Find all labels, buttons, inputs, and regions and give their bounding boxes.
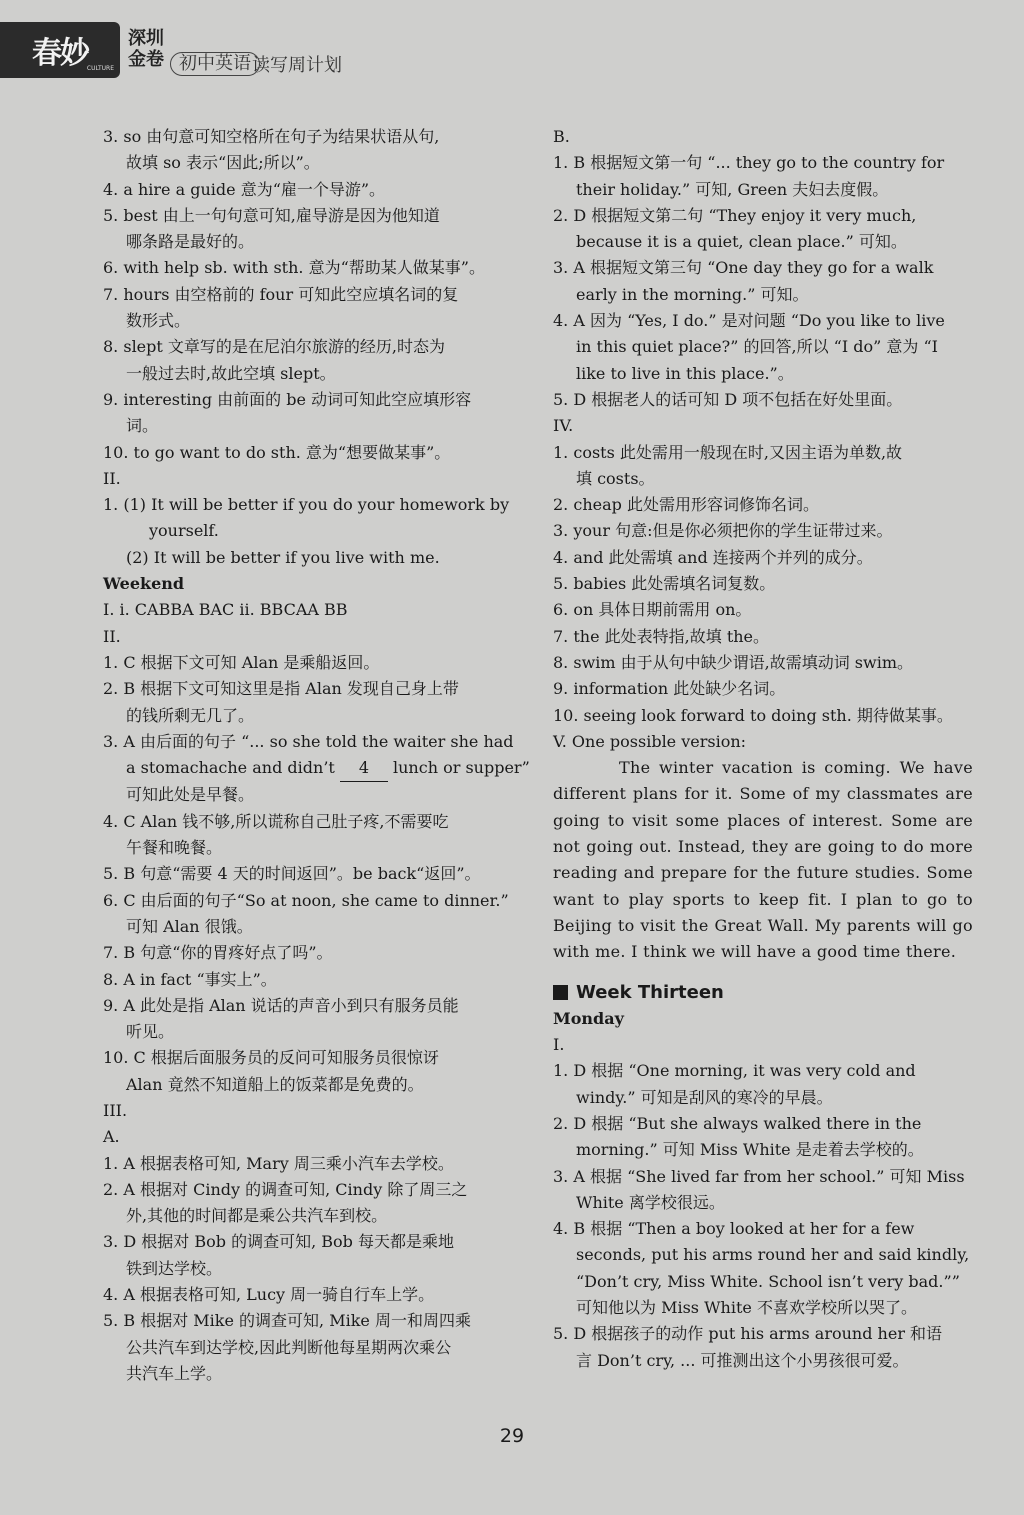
answer-line bbox=[553, 387, 973, 413]
answer-text: 5. B 根据对 Mike 的调查可知, Mike 周一和周四乘 bbox=[103, 1311, 471, 1331]
answer-line bbox=[553, 1321, 973, 1347]
answer-line bbox=[553, 676, 973, 702]
answer-text: I. bbox=[553, 1035, 565, 1055]
right-column-answers bbox=[553, 124, 973, 755]
answer-line bbox=[553, 518, 973, 544]
answer-line bbox=[103, 755, 530, 782]
answer-line bbox=[553, 1006, 973, 1032]
answer-text: 3. A 根据短文第三句 “One day they go for a walk bbox=[553, 258, 934, 278]
answer-line bbox=[103, 624, 523, 650]
answer-line bbox=[553, 1216, 973, 1242]
answer-text: II. bbox=[103, 626, 121, 646]
answer-text: a stomachache and didn’t bbox=[126, 758, 335, 778]
answer-line bbox=[103, 255, 523, 281]
answer-text: 6. with help sb. with sth. 意为“帮助某人做某事”。 bbox=[103, 258, 485, 278]
answer-line bbox=[553, 440, 973, 466]
answer-text: 1. (1) It will be better if you do your homework by bbox=[103, 495, 510, 515]
answer-line bbox=[553, 1085, 973, 1111]
answer-text: 可知 Alan 很饿。 bbox=[126, 916, 253, 936]
answer-text: windy.” 可知是刮风的寒冷的早晨。 bbox=[576, 1087, 833, 1107]
answer-line bbox=[103, 440, 523, 466]
answer-line bbox=[103, 676, 523, 702]
answer-line bbox=[553, 1295, 973, 1321]
answer-text: 外,其他的时间都是乘公共汽车到校。 bbox=[126, 1206, 388, 1226]
answer-text: 4. A 因为 “Yes, I do.” 是对问题 “Do you like to live bbox=[553, 311, 945, 331]
answer-text: 8. swim 由于从句中缺少谓语,故需填动词 swim。 bbox=[553, 652, 914, 672]
answer-text: like to live in this place.”。 bbox=[576, 363, 794, 383]
answer-line bbox=[103, 1151, 523, 1177]
answer-text: 4. A 根据表格可知, Lucy 周一骑自行车上学。 bbox=[103, 1285, 435, 1305]
answer-line bbox=[103, 308, 523, 334]
answer-text: Monday bbox=[553, 1008, 624, 1028]
page-number: 29 bbox=[499, 1425, 525, 1447]
answer-line bbox=[103, 1361, 523, 1387]
answer-text: V. One possible version: bbox=[553, 731, 747, 751]
answer-text: 9. information 此处缺少名词。 bbox=[553, 679, 786, 699]
answer-line bbox=[553, 597, 973, 623]
answer-text: 故填 so 表示“因此;所以”。 bbox=[126, 153, 320, 173]
answer-line bbox=[103, 729, 523, 755]
answer-text: their holiday.” 可知, Green 夫妇去度假。 bbox=[576, 179, 889, 199]
answer-text: 6. C 由后面的句子“So at noon, she came to dinner.” bbox=[103, 890, 509, 910]
answer-text: 2. B 根据下文可知这里是指 Alan 发现自己身上带 bbox=[103, 679, 459, 699]
answer-text: White 离学校很远。 bbox=[576, 1192, 725, 1212]
answer-line bbox=[553, 1111, 973, 1137]
answer-text: 听见。 bbox=[126, 1022, 175, 1042]
answer-line bbox=[103, 177, 523, 203]
answer-line bbox=[103, 571, 523, 597]
answer-text: 2. cheap 此处需用形容词修饰名词。 bbox=[553, 495, 819, 515]
answer-line bbox=[103, 597, 523, 623]
answer-line bbox=[553, 229, 973, 255]
answer-text: because it is a quiet, clean place.” 可知。 bbox=[576, 232, 907, 252]
answer-line bbox=[553, 545, 973, 571]
answer-text: 1. costs 此处需用一般现在时,又因主语为单数,故 bbox=[553, 442, 903, 462]
answer-line bbox=[553, 1137, 973, 1163]
model-essay: The winter vacation is coming. We have different plans for it. Some of my classmates are going to visit some places of interest. Some are not going out. Instead, they are going to do more reading and prepare for the future studies. Some want to play sports to keep fit. I plan to go to Beijing to visit the Great Wall. My parents will go with me. I think we will have a good time there. bbox=[553, 758, 973, 962]
answer-text: 2. D 根据 “But she always walked there in the bbox=[553, 1113, 922, 1133]
answer-line bbox=[553, 255, 973, 281]
answer-text: II. bbox=[103, 468, 121, 488]
answer-text: 5. D 根据老人的话可知 D 项不包括在好处里面。 bbox=[553, 389, 903, 409]
answer-text: 午餐和晚餐。 bbox=[126, 838, 223, 858]
answer-line bbox=[103, 861, 523, 887]
answer-line bbox=[553, 334, 973, 360]
answer-text: 1. A 根据表格可知, Mary 周三乘小汽车去学校。 bbox=[103, 1153, 454, 1173]
answer-line bbox=[553, 124, 973, 150]
answer-line bbox=[103, 1229, 523, 1255]
series-badge: 初中英语 bbox=[170, 52, 260, 76]
answer-text: “Don’t cry, Miss White. School isn’t very bad.”” bbox=[576, 1271, 960, 1291]
answer-text: 4. a hire a guide 意为“雇一个导游”。 bbox=[103, 179, 386, 199]
answer-line bbox=[103, 1124, 523, 1150]
answer-line bbox=[553, 1242, 973, 1268]
answer-text: 8. A in fact “事实上”。 bbox=[103, 969, 277, 989]
answer-line bbox=[553, 282, 973, 308]
answer-text: IV. bbox=[553, 416, 574, 436]
left-column bbox=[103, 124, 530, 1387]
answer-line bbox=[553, 729, 973, 755]
answer-line bbox=[553, 624, 973, 650]
answer-line bbox=[553, 203, 973, 229]
answer-line bbox=[103, 150, 523, 176]
answer-text: (2) It will be better if you live with me. bbox=[126, 547, 440, 567]
answer-text: 1. C 根据下文可知 Alan 是乘船返回。 bbox=[103, 652, 380, 672]
answer-line bbox=[103, 809, 523, 835]
answer-line bbox=[103, 1019, 523, 1045]
answer-text: 4. and 此处需填 and 连接两个并列的成分。 bbox=[553, 547, 873, 567]
answer-line bbox=[103, 492, 523, 518]
answer-line bbox=[103, 1282, 523, 1308]
answer-line bbox=[103, 967, 523, 993]
answer-line bbox=[103, 518, 523, 544]
answer-line bbox=[553, 308, 973, 334]
answer-text: Alan 竟然不知道船上的饭菜都是免费的。 bbox=[126, 1074, 424, 1094]
week-thirteen-answers bbox=[553, 1006, 973, 1374]
answer-line bbox=[103, 1045, 523, 1071]
answer-line bbox=[553, 1164, 973, 1190]
right-column bbox=[553, 124, 973, 1374]
answer-text: 10. seeing look forward to doing sth. 期待做某事。 bbox=[553, 705, 953, 725]
answer-line bbox=[103, 703, 523, 729]
book-subtitle: 读写周计划 bbox=[252, 55, 342, 76]
brand-name: 深圳金卷 bbox=[128, 28, 164, 70]
answer-text: early in the morning.” 可知。 bbox=[576, 284, 809, 304]
answer-text: 10. C 根据后面服务员的反问可知服务员很惊讶 bbox=[103, 1048, 439, 1068]
answer-text: morning.” 可知 Miss White 是走着去学校的。 bbox=[576, 1140, 924, 1160]
answer-line bbox=[553, 650, 973, 676]
answer-line bbox=[103, 1072, 523, 1098]
answer-line bbox=[103, 888, 523, 914]
answer-line bbox=[103, 203, 523, 229]
answer-line bbox=[103, 914, 523, 940]
answer-text: seconds, put his arms round her and said kindly, bbox=[576, 1245, 970, 1265]
answer-line bbox=[103, 1203, 523, 1229]
square-bullet-icon bbox=[553, 985, 568, 1000]
answer-text: 6. on 具体日期前需用 on。 bbox=[553, 600, 752, 620]
answer-text: 填 costs。 bbox=[576, 468, 655, 488]
answer-line bbox=[103, 1177, 523, 1203]
answer-line bbox=[553, 492, 973, 518]
answer-line bbox=[103, 650, 523, 676]
answer-text: 词。 bbox=[126, 416, 159, 436]
answer-text: Weekend bbox=[103, 574, 185, 594]
answer-text: B. bbox=[553, 127, 570, 146]
answer-text: 7. the 此处表特指,故填 the。 bbox=[553, 626, 770, 646]
answer-text: I. i. CABBA BAC ii. BBCAA BB bbox=[103, 600, 348, 620]
answer-line bbox=[103, 1256, 523, 1282]
answer-line bbox=[103, 413, 523, 439]
answer-text: 3. your 句意:但是你必须把你的学生证带过来。 bbox=[553, 521, 893, 541]
answer-text: 3. A 由后面的句子 “... so she told the waiter she had bbox=[103, 731, 514, 751]
answer-line bbox=[553, 413, 973, 439]
answer-line bbox=[103, 940, 523, 966]
answer-line bbox=[103, 387, 523, 413]
answer-text: 3. so 由句意可知空格所在句子为结果状语从句, bbox=[103, 127, 440, 146]
answer-text: 4. B 根据 “Then a boy looked at her for a few bbox=[553, 1219, 915, 1239]
answer-line bbox=[553, 1348, 973, 1374]
answer-text: 5. babies 此处需填名词复数。 bbox=[553, 574, 776, 594]
answer-text: 2. D 根据短文第二句 “They enjoy it very much, bbox=[553, 205, 917, 225]
answer-text: 公共汽车到达学校,因此判断他每星期两次乘公 bbox=[126, 1337, 452, 1357]
answer-text: 可知他以为 Miss White 不喜欢学校所以哭了。 bbox=[576, 1298, 917, 1318]
answer-line bbox=[103, 361, 523, 387]
answer-text: 1. D 根据 “One morning, it was very cold and bbox=[553, 1061, 916, 1081]
answer-text: 3. D 根据对 Bob 的调查可知, Bob 每天都是乘地 bbox=[103, 1232, 454, 1252]
answer-text: 2. A 根据对 Cindy 的调查可知, Cindy 除了周三之 bbox=[103, 1179, 468, 1199]
answer-line bbox=[553, 1058, 973, 1084]
answer-line bbox=[103, 229, 523, 255]
answer-text: III. bbox=[103, 1100, 128, 1120]
logo-subtext: CULTURE bbox=[86, 65, 114, 72]
answer-text: 10. to go want to do sth. 意为“想要做某事”。 bbox=[103, 442, 451, 462]
answer-line bbox=[553, 703, 973, 729]
answer-line bbox=[103, 835, 523, 861]
week-title: Week Thirteen bbox=[576, 981, 724, 1003]
answer-text: 8. slept 文章写的是在尼泊尔旅游的经历,时态为 bbox=[103, 337, 445, 357]
answer-text: 7. hours 由空格前的 four 可知此空应填名词的复 bbox=[103, 284, 459, 304]
answer-line bbox=[103, 782, 523, 808]
answer-line bbox=[553, 1032, 973, 1058]
answer-text: yourself. bbox=[149, 521, 219, 541]
answer-text: 5. best 由上一句句意可知,雇导游是因为他知道 bbox=[103, 205, 440, 225]
answer-text: 5. B 句意“需要 4 天的时间返回”。be back“返回”。 bbox=[103, 864, 481, 884]
answer-line bbox=[103, 1308, 523, 1334]
answer-line bbox=[553, 1190, 973, 1216]
answer-text: 言 Don’t cry, ... 可推测出这个小男孩很可爱。 bbox=[576, 1350, 909, 1370]
answer-text: 9. interesting 由前面的 be 动词可知此空应填形容 bbox=[103, 389, 472, 409]
answer-line bbox=[103, 1335, 523, 1361]
answer-text: 7. B 句意“你的胃疼好点了吗”。 bbox=[103, 943, 333, 963]
blank-number: 4 bbox=[340, 755, 388, 782]
answer-line bbox=[553, 361, 973, 387]
answer-text: 哪条路是最好的。 bbox=[126, 232, 255, 252]
answer-text: 4. C Alan 钱不够,所以谎称自己肚子疼,不需要吃 bbox=[103, 811, 449, 831]
answer-text: 1. B 根据短文第一句 “... they go to the country for bbox=[553, 153, 945, 173]
answer-line bbox=[553, 150, 973, 176]
answer-line bbox=[553, 1269, 973, 1295]
answer-text: 一般过去时,故此空填 slept。 bbox=[126, 363, 336, 383]
answer-text: 9. A 此处是指 Alan 说话的声音小到只有服务员能 bbox=[103, 995, 459, 1015]
answer-text: in this quiet place?” 的回答,所以 “I do” 意为 “I bbox=[576, 337, 938, 357]
logo-text: 春妙 bbox=[32, 36, 88, 71]
answer-line bbox=[103, 993, 523, 1019]
answer-text: 铁到达学校。 bbox=[126, 1258, 223, 1278]
answer-line bbox=[103, 124, 523, 150]
publisher-logo bbox=[0, 22, 120, 78]
answer-text: A. bbox=[103, 1127, 120, 1147]
answer-text: 的钱所剩无几了。 bbox=[126, 705, 255, 725]
answer-text-after: lunch or supper” bbox=[387, 758, 530, 778]
answer-line bbox=[103, 545, 523, 571]
answer-line bbox=[103, 282, 523, 308]
answer-line bbox=[103, 1098, 523, 1124]
week-heading bbox=[553, 980, 973, 1006]
answer-line bbox=[553, 177, 973, 203]
answer-text: 3. A 根据 “She lived far from her school.” 可知 Miss bbox=[553, 1166, 965, 1186]
page-header bbox=[0, 0, 1024, 80]
answer-text: 5. D 根据孩子的动作 put his arms around her 和语 bbox=[553, 1324, 943, 1344]
answer-line bbox=[103, 466, 523, 492]
answer-line bbox=[103, 334, 523, 360]
answer-line bbox=[553, 466, 973, 492]
answer-text: 可知此处是早餐。 bbox=[126, 785, 255, 805]
answer-text: 共汽车上学。 bbox=[126, 1363, 223, 1383]
answer-text: 数形式。 bbox=[126, 311, 191, 331]
answer-line bbox=[553, 571, 973, 597]
